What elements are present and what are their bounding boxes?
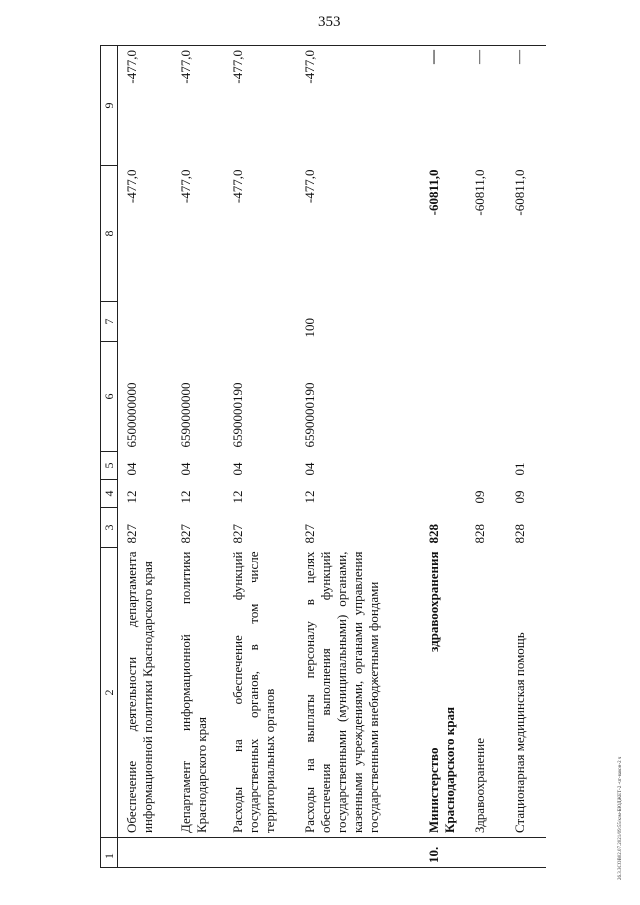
- row-number: [296, 838, 420, 868]
- page-number: 353: [318, 14, 341, 30]
- row-col-3: 827: [177, 524, 193, 544]
- row-number: [224, 838, 296, 868]
- row-col-6: 6590000190: [229, 382, 245, 448]
- header-col-8: 8: [101, 166, 118, 302]
- row-col-4: 12: [301, 490, 317, 504]
- row-col-5: 01: [511, 462, 527, 476]
- row-col-6: 6500000000: [124, 382, 139, 448]
- row-col-7: [172, 302, 224, 342]
- row-col-5: 04: [177, 462, 193, 476]
- header-col-4: 4: [101, 480, 118, 508]
- row-number: [506, 838, 546, 868]
- row-col-6: [506, 342, 546, 452]
- row-col-7: [420, 302, 466, 342]
- row-col-4: 09: [471, 490, 487, 504]
- row-col-4: 09: [511, 490, 527, 504]
- row-col-3: 828: [511, 524, 527, 544]
- header-col-7: 7: [101, 302, 118, 342]
- budget-table: [100, 45, 546, 868]
- row-col-5: 04: [301, 462, 317, 476]
- row-name: Стационарная медицинская помощь: [511, 632, 527, 833]
- row-name: Обеспечение деятельности департамента информационной политики Краснодарского края: [124, 551, 155, 833]
- table-row: [172, 46, 224, 868]
- row-name: Департамент информационной политики Краснодарского края: [177, 551, 209, 833]
- row-number: [118, 838, 172, 868]
- row-number: [172, 838, 224, 868]
- table-row: [420, 46, 466, 868]
- row-col-6: 6590000000: [177, 382, 193, 448]
- row-col-7: [466, 302, 506, 342]
- row-col-9: -477,0: [224, 46, 296, 166]
- header-col-5: 5: [101, 452, 118, 480]
- table-row: [296, 46, 420, 868]
- row-col-8: -60811,0: [511, 169, 527, 216]
- row-col-6: [420, 342, 466, 452]
- row-col-5: [466, 452, 506, 480]
- row-col-5: 04: [229, 462, 245, 476]
- table-row: [118, 46, 172, 868]
- row-col-9: -477,0: [118, 46, 172, 166]
- table-row: [466, 46, 506, 868]
- budget-table-sheet: [100, 46, 570, 868]
- row-col-8: -60811,0: [425, 169, 441, 216]
- row-col-9: —: [420, 46, 466, 166]
- row-col-9: —: [466, 46, 506, 166]
- row-col-7: [224, 302, 296, 342]
- row-col-7: [118, 302, 172, 342]
- row-col-4: 12: [124, 490, 139, 504]
- row-col-6: [466, 342, 506, 452]
- row-col-5: [420, 452, 466, 480]
- header-col-2: 2: [101, 548, 118, 838]
- row-col-9: —: [506, 46, 546, 166]
- row-col-3: 828: [425, 524, 441, 544]
- row-number: 10.: [420, 838, 466, 868]
- row-col-6: 6590000190: [301, 382, 317, 448]
- row-col-9: -477,0: [296, 46, 420, 166]
- header-col-1: 1: [101, 838, 118, 868]
- header-col-6: 6: [101, 342, 118, 452]
- table-row: [224, 46, 296, 868]
- row-col-4: [420, 480, 466, 508]
- table-row: [506, 46, 546, 868]
- row-name: Министерство здравоохранения Краснодарского края: [425, 551, 457, 833]
- header-col-9: 9: [101, 46, 118, 166]
- row-name: Расходы на обеспечение функций государственных органов, в том числе территориальных органов: [229, 551, 277, 833]
- row-col-3: 827: [229, 524, 245, 544]
- row-name: Здравоохранение: [471, 738, 487, 833]
- row-col-8: -60811,0: [471, 169, 487, 216]
- row-col-3: 828: [471, 524, 487, 544]
- footer-file-note: 26.3.3СОВ02.07.2021/09:55/кзм-БЮДЖЕТ-2 -чт-вакон-2 ч: [618, 756, 623, 880]
- row-col-4: 12: [177, 490, 193, 504]
- row-col-8: -477,0: [124, 169, 139, 204]
- header-col-3: 3: [101, 508, 118, 548]
- row-col-7: [506, 302, 546, 342]
- row-col-7: 100: [301, 318, 317, 338]
- row-col-3: 827: [301, 524, 317, 544]
- row-col-5: 04: [124, 462, 139, 476]
- row-name: Расходы на выплаты персоналу в целях обеспечения выполнения функций государственными (муниципальными) органами, казенными учреждениями, органами управления государственными внебюджетными фондами: [301, 551, 381, 833]
- row-number: [466, 838, 506, 868]
- row-col-8: -477,0: [301, 169, 317, 204]
- row-col-3: 827: [124, 524, 139, 544]
- row-col-4: 12: [229, 490, 245, 504]
- table-header-row: [101, 46, 118, 868]
- row-col-8: -477,0: [177, 169, 193, 204]
- row-col-8: -477,0: [229, 169, 245, 204]
- row-col-9: -477,0: [172, 46, 224, 166]
